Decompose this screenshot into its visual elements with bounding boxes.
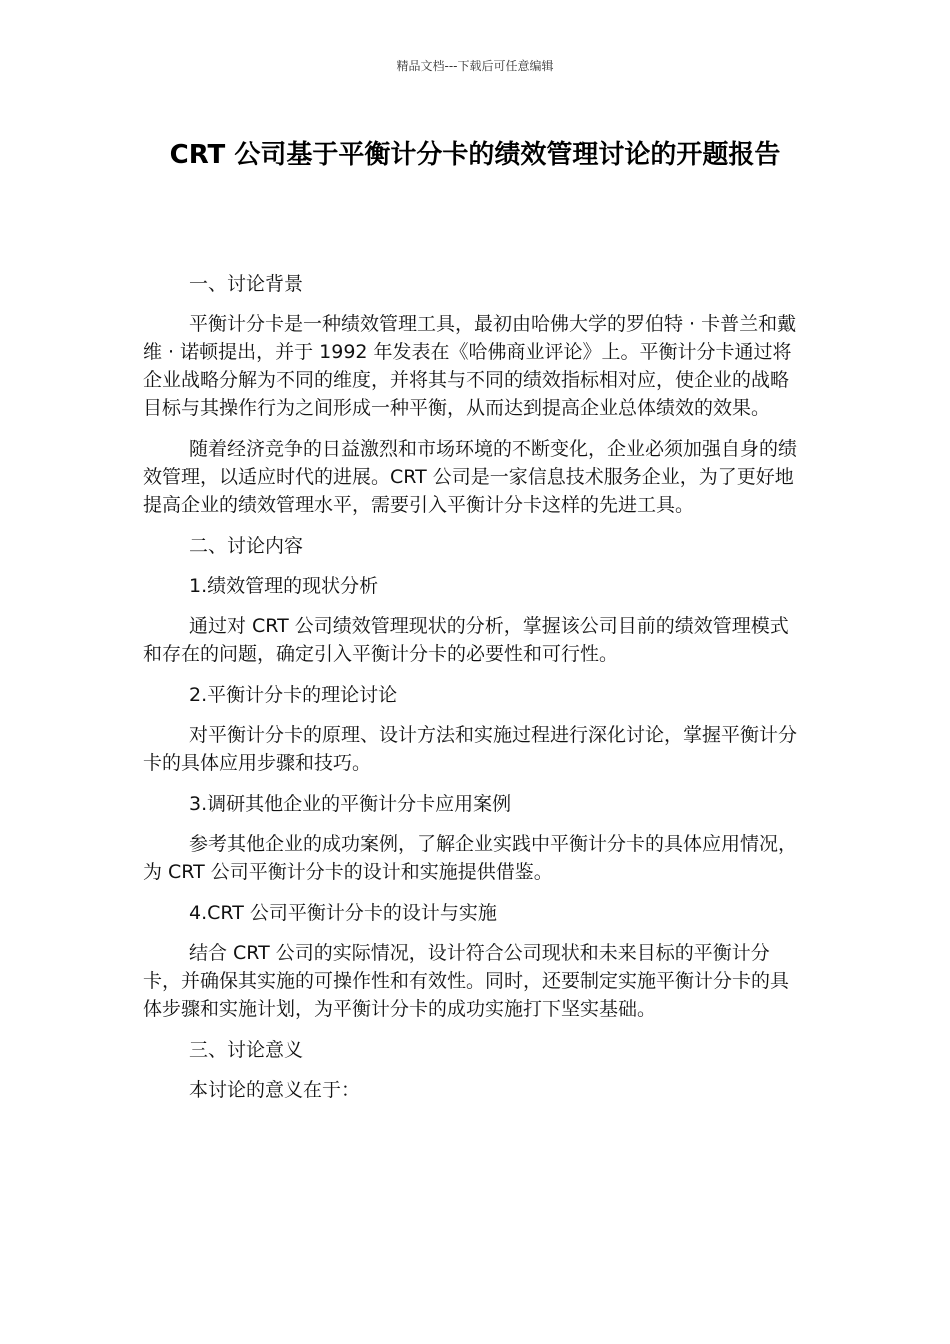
paragraph-background-1: 平衡计分卡是一种绩效管理工具，最初由哈佛大学的罗伯特 · 卡普兰和戴维 · 诺顿提出，并于 1992 年发表在《哈佛商业评论》上。平衡计分卡通过将企业战略分解为不同的维度，并将其与不同的绩效指标相对应，使企业的战略目标与其操作行为之间形成一种平衡，从而达到提高企业总体绩效的效果。 [143,313,797,419]
subheading-item-2: 2.平衡计分卡的理论讨论 [189,684,398,706]
paragraph-background-2: 随着经济竞争的日益激烈和市场环境的不断变化，企业必须加强自身的绩效管理，以适应时代的进展。CRT 公司是一家信息技术服务企业，为了更好地提高企业的绩效管理水平，需要引入平衡计分卡这样的先进工具。 [143,438,798,516]
subheading-item-4: 4.CRT 公司平衡计分卡的设计与实施 [189,902,497,924]
subheading-item-1: 1.绩效管理的现状分析 [189,575,379,597]
document-body [143,270,807,1116]
subheading-item-3: 3.调研其他企业的平衡计分卡应用案例 [189,793,512,815]
paragraph-item-4: 结合 CRT 公司的实际情况，设计符合公司现状和未来目标的平衡计分卡，并确保其实施的可操作性和有效性。同时，还要制定实施平衡计分卡的具体步骤和实施计划，为平衡计分卡的成功实施打下坚实基础。 [143,942,790,1020]
paragraph-item-3: 参考其他企业的成功案例，了解企业实践中平衡计分卡的具体应用情况，为 CRT 公司平衡计分卡的设计和实施提供借鉴。 [143,833,798,883]
section-heading-content: 二、讨论内容 [189,535,304,557]
document-title: CRT 公司基于平衡计分卡的绩效管理讨论的开题报告 [169,140,781,170]
paragraph-item-2: 对平衡计分卡的原理、设计方法和实施过程进行深化讨论，掌握平衡计分卡的具体应用步骤和技巧。 [143,724,798,774]
paragraph-item-1: 通过对 CRT 公司绩效管理现状的分析，掌握该公司目前的绩效管理模式和存在的问题，确定引入平衡计分卡的必要性和可行性。 [143,615,789,665]
section-heading-background: 一、讨论背景 [189,273,304,295]
page-header-note: 精品文档---下载后可任意编辑 [396,59,554,73]
paragraph-significance-intro: 本讨论的意义在于： [189,1079,361,1101]
section-heading-significance: 三、讨论意义 [189,1039,304,1061]
